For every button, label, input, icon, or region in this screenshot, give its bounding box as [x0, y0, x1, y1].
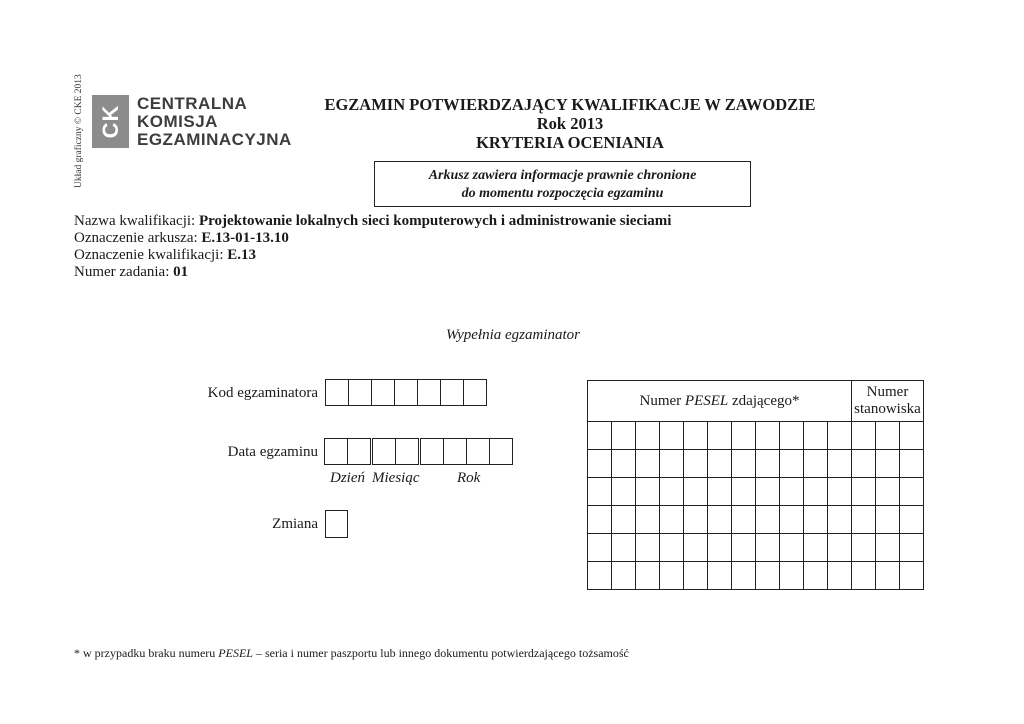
pesel-digit-cell[interactable]: [684, 534, 708, 562]
examiner-fill-note: Wypełnia egzaminator: [446, 327, 581, 343]
pesel-grid: [588, 422, 924, 590]
station-cell[interactable]: [900, 450, 924, 478]
pesel-digit-cell[interactable]: [756, 506, 780, 534]
pesel-digit-cell[interactable]: [756, 478, 780, 506]
pesel-digit-cell[interactable]: [732, 422, 756, 450]
pesel-digit-cell[interactable]: [684, 506, 708, 534]
pesel-digit-cell[interactable]: [612, 478, 636, 506]
pesel-digit-cell[interactable]: [636, 422, 660, 450]
station-cell[interactable]: [852, 422, 876, 450]
station-cell[interactable]: [852, 534, 876, 562]
pesel-digit-cell[interactable]: [660, 450, 684, 478]
station-cell[interactable]: [900, 534, 924, 562]
pesel-digit-cell[interactable]: [684, 562, 708, 590]
station-cell[interactable]: [852, 562, 876, 590]
pesel-digit-cell[interactable]: [684, 450, 708, 478]
exam-date-year-box[interactable]: [443, 438, 467, 465]
pesel-digit-cell[interactable]: [708, 450, 732, 478]
pesel-digit-cell[interactable]: [612, 562, 636, 590]
station-cell[interactable]: [900, 562, 924, 590]
pesel-digit-cell[interactable]: [780, 478, 804, 506]
pesel-digit-cell[interactable]: [732, 534, 756, 562]
pesel-digit-cell[interactable]: [756, 562, 780, 590]
logo-line-1: CENTRALNA: [137, 94, 248, 113]
pesel-digit-cell[interactable]: [636, 506, 660, 534]
station-cell[interactable]: [852, 506, 876, 534]
examiner-code-box[interactable]: [325, 379, 349, 406]
pesel-digit-cell[interactable]: [708, 506, 732, 534]
pesel-digit-cell[interactable]: [708, 478, 732, 506]
cke-logo-mark: [92, 95, 129, 148]
pesel-digit-cell[interactable]: [636, 478, 660, 506]
month-sublabel: Miesiąc: [372, 470, 420, 486]
pesel-word: PESEL: [684, 392, 729, 409]
pesel-digit-cell[interactable]: [708, 562, 732, 590]
task-number-row: Numer zadania: 01: [74, 264, 189, 280]
station-cell[interactable]: [900, 422, 924, 450]
qualification-name-row: Nazwa kwalifikacji: Projektowanie lokalnych sieci komputerowych i administrowanie sieciami: [74, 213, 672, 229]
sheet-code: E.13-01-13.10: [201, 230, 289, 246]
pesel-digit-cell[interactable]: [708, 534, 732, 562]
pesel-grid-row: [588, 478, 924, 506]
qualification-name: Projektowanie lokalnych sieci komputerowych i administrowanie sieciami: [198, 213, 672, 229]
pesel-digit-cell[interactable]: [636, 534, 660, 562]
copyright-vertical-text: Układ graficzny © CKE 2013: [74, 74, 84, 188]
pesel-grid-row: [588, 506, 924, 534]
notice-line-2: do momentu rozpoczęcia egzaminu: [461, 186, 664, 201]
pesel-digit-cell[interactable]: [588, 450, 612, 478]
station-cell[interactable]: [876, 422, 900, 450]
examiner-code-box[interactable]: [463, 379, 487, 406]
station-cell[interactable]: [876, 450, 900, 478]
document-header: [300, 95, 840, 152]
exam-date-day-box[interactable]: [324, 438, 348, 465]
confidential-notice: [374, 161, 751, 207]
pesel-digit-cell[interactable]: [588, 478, 612, 506]
examiner-code-boxes: [325, 379, 486, 406]
pesel-digit-cell[interactable]: [804, 506, 828, 534]
pesel-digit-cell[interactable]: [780, 422, 804, 450]
station-cell[interactable]: [876, 534, 900, 562]
station-cell[interactable]: [876, 478, 900, 506]
pesel-grid-row: [588, 450, 924, 478]
station-cell[interactable]: [876, 562, 900, 590]
pesel-digit-cell[interactable]: [804, 450, 828, 478]
pesel-grid-row: [588, 562, 924, 590]
examiner-code-box[interactable]: [394, 379, 418, 406]
cke-logo-text: [137, 95, 292, 149]
pesel-digit-cell[interactable]: [780, 506, 804, 534]
exam-subtitle: KRYTERIA OCENIANIA: [476, 133, 664, 152]
exam-date-year-box[interactable]: [466, 438, 490, 465]
pesel-digit-cell[interactable]: [780, 534, 804, 562]
pesel-digit-cell[interactable]: [804, 422, 828, 450]
pesel-station-table: [587, 380, 924, 590]
pesel-digit-cell[interactable]: [756, 422, 780, 450]
pesel-digit-cell[interactable]: [828, 450, 852, 478]
pesel-digit-cell[interactable]: [780, 562, 804, 590]
sheet-code-row: Oznaczenie arkusza: E.13-01-13.10: [74, 230, 289, 246]
pesel-digit-cell[interactable]: [636, 450, 660, 478]
exam-date-month-box[interactable]: [395, 438, 419, 465]
pesel-digit-cell[interactable]: [732, 562, 756, 590]
examiner-code-label: Kod egzaminatora: [207, 385, 318, 401]
pesel-digit-cell[interactable]: [732, 450, 756, 478]
year-sublabel: Rok: [457, 470, 481, 486]
footnote: * w przypadku braku numeru PESEL – seria i numer paszportu lub innego dokumentu potwierdzającego tożsamość: [74, 646, 629, 660]
pesel-digit-cell[interactable]: [660, 478, 684, 506]
logo-mark-text: CK: [98, 104, 123, 139]
pesel-grid-row: [588, 422, 924, 450]
examiner-code-box[interactable]: [417, 379, 441, 406]
exam-title: EGZAMIN POTWIERDZAJĄCY KWALIFIKACJE W ZAWODZIE: [324, 95, 816, 114]
shift-label: Zmiana: [272, 516, 318, 532]
exam-year: Rok 2013: [536, 114, 604, 133]
pesel-digit-cell[interactable]: [612, 506, 636, 534]
pesel-digit-cell[interactable]: [612, 534, 636, 562]
station-cell[interactable]: [876, 506, 900, 534]
pesel-digit-cell[interactable]: [828, 534, 852, 562]
logo-line-2: KOMISJA: [137, 112, 218, 131]
pesel-digit-cell[interactable]: [756, 534, 780, 562]
pesel-digit-cell[interactable]: [828, 506, 852, 534]
pesel-digit-cell[interactable]: [636, 562, 660, 590]
pesel-digit-cell[interactable]: [828, 562, 852, 590]
pesel-digit-cell[interactable]: [804, 478, 828, 506]
examiner-code-box[interactable]: [371, 379, 395, 406]
pesel-digit-cell[interactable]: [588, 422, 612, 450]
examiner-code-box[interactable]: [440, 379, 464, 406]
qualification-code: E.13: [227, 247, 257, 263]
exam-date-boxes: [324, 438, 512, 465]
pesel-digit-cell[interactable]: [804, 562, 828, 590]
pesel-digit-cell[interactable]: [780, 450, 804, 478]
station-cell[interactable]: [852, 450, 876, 478]
pesel-digit-cell[interactable]: [732, 506, 756, 534]
notice-line-1: Arkusz zawiera informacje prawnie chronione: [428, 168, 697, 183]
logo-line-3: EGZAMINACYJNA: [137, 130, 292, 149]
pesel-digit-cell[interactable]: [708, 422, 732, 450]
examiner-code-box[interactable]: [348, 379, 372, 406]
exam-date-label: Data egzaminu: [227, 444, 318, 460]
qualification-code-row: Oznaczenie kwalifikacji: E.13: [74, 247, 257, 263]
pesel-digit-cell[interactable]: [660, 562, 684, 590]
day-sublabel: Dzień: [330, 470, 365, 486]
station-cell[interactable]: [900, 506, 924, 534]
pesel-digit-cell[interactable]: [828, 422, 852, 450]
pesel-digit-cell[interactable]: [660, 506, 684, 534]
pesel-digit-cell[interactable]: [732, 478, 756, 506]
pesel-digit-cell[interactable]: [756, 450, 780, 478]
pesel-digit-cell[interactable]: [828, 478, 852, 506]
pesel-digit-cell[interactable]: [660, 534, 684, 562]
pesel-digit-cell[interactable]: [612, 450, 636, 478]
pesel-digit-cell[interactable]: [588, 506, 612, 534]
footnote-pesel-word: PESEL: [218, 646, 253, 660]
pesel-digit-cell[interactable]: [660, 422, 684, 450]
pesel-digit-cell[interactable]: [612, 422, 636, 450]
exam-date-year-box[interactable]: [420, 438, 444, 465]
pesel-digit-cell[interactable]: [588, 562, 612, 590]
shift-box[interactable]: [325, 510, 348, 538]
qualification-info: [74, 213, 671, 281]
pesel-digit-cell[interactable]: [588, 534, 612, 562]
exam-date-month-box[interactable]: [372, 438, 396, 465]
station-cell[interactable]: [900, 478, 924, 506]
pesel-header: Numer PESEL zdającego*: [588, 381, 852, 422]
task-number: 01: [173, 264, 189, 280]
exam-date-year-box[interactable]: [489, 438, 513, 465]
station-cell[interactable]: [852, 478, 876, 506]
pesel-digit-cell[interactable]: [684, 422, 708, 450]
pesel-grid-row: [588, 534, 924, 562]
station-header: Numer stanowiska: [852, 381, 924, 422]
pesel-digit-cell[interactable]: [804, 534, 828, 562]
exam-date-day-box[interactable]: [347, 438, 371, 465]
pesel-digit-cell[interactable]: [684, 478, 708, 506]
